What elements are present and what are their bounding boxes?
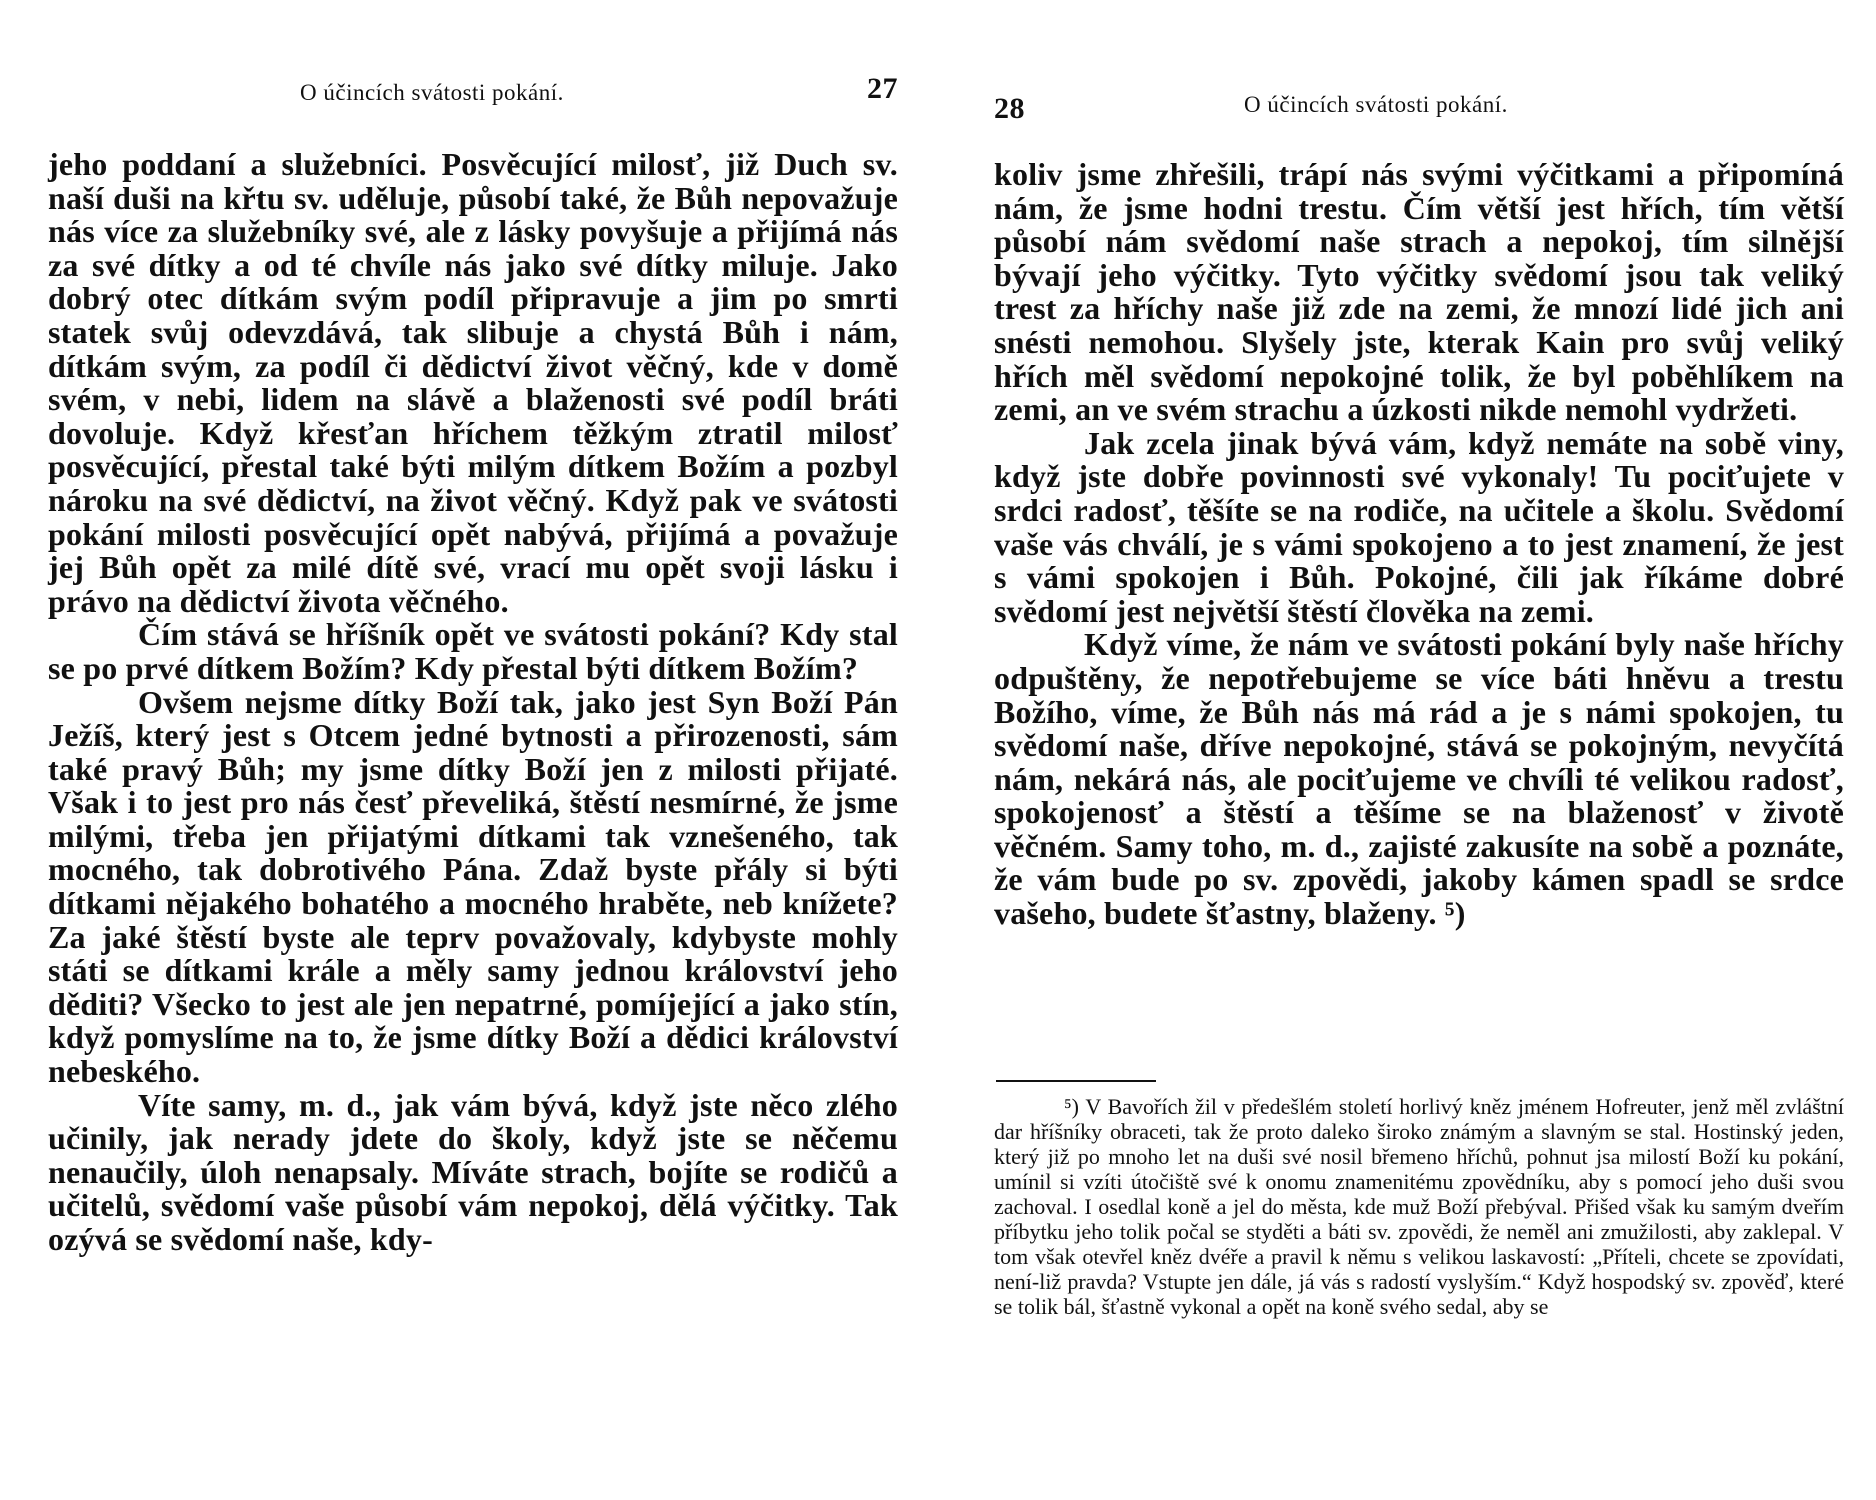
right-running-title: O účincích svátosti pokání. (1244, 92, 1508, 117)
left-body-text (48, 148, 898, 1257)
footnote-divider (996, 1080, 1156, 1082)
left-running-head (48, 72, 898, 112)
paragraph: koliv jsme zhřešili, trápí nás svými výčitkami a připomíná nám, že jsme hodni trestu. Čím větší jest hřích, tím větší působí nám svědomí naše strach a nepokoj, tím silnější bývají jeho výčitky. Tyto výčitky svědomí jsou tak veliký trest za hříchy naše již zde na zemi, že mnozí lidé jich ani snésti nemohou. Slyšely jste, kterak Kain pro svůj veliký hřích měl svědomí nepokojné tolik, že byl poběhlíkem na zemi, an ve svém strachu a úzkosti nikde nemohl vydržeti. (994, 156, 1844, 428)
paragraph: jeho poddaní a služebníci. Posvěcující milosť, již Duch sv. naší duši na křtu sv. uděluje, působí také, že Bůh nepovažuje nás více za služebníky své, ale z lásky povyšuje a přijímá nás za své dítky a od té chvíle nás jako své dítky miluje. Jako dobrý otec dítkám svým podíl připravuje a jim po smrti statek svůj odevzdává, tak slibuje a chystá Bůh i nám, dítkám svým, za podíl či dědictví život věčný, kde v domě svém, v nebi, lidem na slávě a blaženosti své podíl bráti dovoluje. Když křesťan hříchem těžkým ztratil milosť posvěcující, přestal také býti milým dítkem Božím a pozbyl nároku na své dědictví, na život věčný. Když pak ve svátosti pokání milosti posvěcující opět nabývá, přijímá a považuje jej Bůh opět za milé dítě své, vrací mu opět svoji lásku i právo na dědictví života věčného. (48, 146, 898, 619)
paragraph: Ovšem nejsme dítky Boží tak, jako jest Syn Boží Pán Ježíš, který jest s Otcem jedné bytnosti a přirozenosti, sám také pravý Bůh; my jsme dítky Boží jen z milosti přijaté. Však i to jest pro nás česť převeliká, štěstí nesmírné, že jsme milými, třeba jen přijatými dítkami tak vznešeného, tak mocného, tak dobrotivého Pána. Zdaž byste přály si býti dítkami nějakého bohatého a mocného hraběte, neb knížete? Za jaké štěstí byste ale teprv považovaly, kdybyste mohly státi se dítkami krále a měly samy jednou království jeho děditi? Všecko to jest ale jen nepatrné, pomíjející a jako stín, když pomyslíme na to, že jsme dítky Boží a dědici království nebeského. (48, 683, 898, 1090)
left-page-number: 27 (867, 72, 898, 105)
right-page-number: 28 (994, 92, 1025, 125)
right-running-head (994, 72, 1844, 125)
right-body-text (994, 158, 1844, 931)
paragraph: Jak zcela jinak bývá vám, když nemáte na sobě viny, když jste dobře povinnosti své vykonaly! Tu pociťujete v srdci radosť, těšíte se na rodiče, na učitele a školu. Svědomí vaše vás chválí, je s vámi spokojeno a to jest znamení, že jest s vámi spokojen i Bůh. Pokojné, čili jak říkáme dobré svědomí jest největší štěstí člověka na zemi. (994, 424, 1844, 629)
paragraph: Čím stává se hříšník opět ve svátosti pokání? Kdy stal se po prvé dítkem Božím? Kdy přestal býti dítkem Božím? (48, 616, 898, 686)
footnote (994, 1094, 1844, 1319)
paragraph: Víte samy, m. d., jak vám bývá, když jste něco zlého učinily, jak nerady jdete do školy, když jste se něčemu nenaučily, úloh nenapsaly. Míváte strach, bojíte se rodičů a učitelů, svědomí vaše působí vám nepokoj, dělá výčitky. Tak ozývá se svědomí naše, kdy- (48, 1086, 898, 1257)
left-running-title: O účincích svátosti pokání. (300, 80, 564, 105)
footnote-text: ⁵) V Bavořích žil v předešlém století horlivý kněz jménem Hofreuter, jenž měl zvláštní dar hříšníky obraceti, tak že proto daleko široko známým a slavným se stal. Hostinský jeden, který již po mnoho let na duši své nosil břemeno hříchů, pohnut jsa milostí Boží ku pokání, umínil si vzíti útočiště své k onomu znamenitému zpovědníku, aby s pomocí jeho duši svou zachoval. I osedlal koně a jel do města, kde muž Boží přebýval. Přišed však ku samým dveřím příbytku jeho tolik počal se styděti a báti sv. zpovědi, že neměl ani zmužilosti, aby zaklepal. V tom však otevřel kněz dvéře a pravil k němu s velikou laskavostí: „Příteli, chcete se zpovídati, není-liž pravda? Vstupte jen dále, já vás s radostí vyslyším.“ Když hospodský sv. zpověď, které se tolik bál, šťastně vykonal a opět na koně svého sedal, aby se (994, 1094, 1844, 1319)
paragraph: Když víme, že nám ve svátosti pokání byly naše hříchy odpuštěny, že nepotřebujeme se více báti hněvu a trestu Božího, víme, že Bůh nás má rád a je s námi spokojen, tu svědomí naše, dříve nepokojné, stává se pokojným, nevyčítá nám, nekárá nás, ale pociťujeme ve chvíli té velikou radosť, spokojenosť a štěstí a těšíme se na blaženosť v životě věčném. Samy toho, m. d., zajisté zakusíte na sobě a poznáte, že vám bude po sv. zpovědi, jakoby kámen spadl se srdce vašeho, budete šťastny, blaženy. ⁵) (994, 626, 1844, 932)
